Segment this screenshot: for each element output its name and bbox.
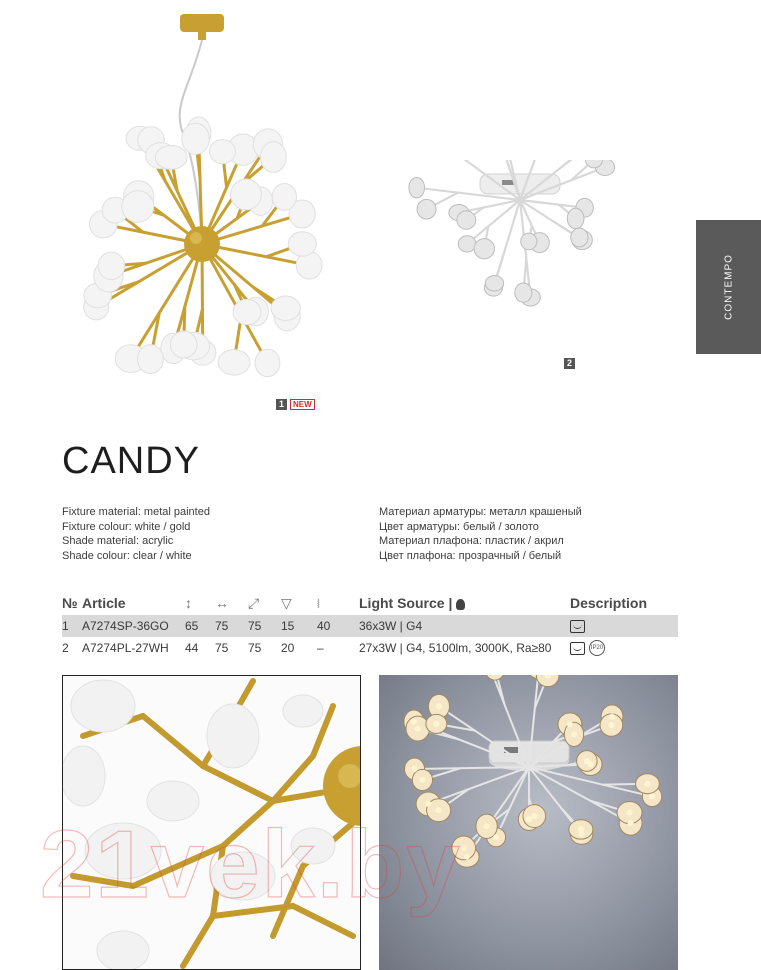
shade-ball: [98, 252, 125, 279]
shade-ball: [567, 208, 584, 228]
watermark: 21vek.by: [40, 811, 462, 918]
shade-ball: [288, 232, 316, 256]
spec-line: Shade colour: clear / white: [62, 549, 192, 562]
row-value: 65: [185, 615, 215, 637]
shade-ball: [155, 145, 187, 169]
pendant-illustration: [40, 8, 370, 398]
section-tab-label: CONTEMPO: [723, 254, 734, 320]
product-table: [62, 591, 678, 659]
dimmable-icon: [570, 642, 585, 655]
width-arrow-icon: ↔: [215, 595, 229, 611]
row-article: A7274SP-36GO: [82, 615, 185, 637]
spec-line: Fixture material: metal painted: [62, 506, 210, 518]
image-number-badge: 1: [276, 399, 287, 410]
row-value: 75: [215, 641, 229, 655]
image-2-label: [564, 353, 575, 371]
shade-ball: [138, 345, 164, 374]
bulb-icon: [456, 599, 465, 610]
dimmable-icon: [570, 620, 585, 633]
ceiling-lamp-illustration: [390, 160, 650, 350]
shade-ball: [458, 236, 476, 252]
header-no: №: [62, 595, 78, 611]
product-image-ceiling: [390, 160, 650, 350]
image-number-badge: 2: [564, 358, 575, 369]
shade-ball: [485, 276, 503, 291]
header-description: Description: [570, 595, 648, 611]
shade-ball: [457, 211, 476, 229]
row-value: 75: [215, 615, 248, 637]
shade-ball: [417, 199, 436, 219]
height-arrow-icon: ↕: [185, 595, 192, 611]
shade-ball: [122, 191, 154, 223]
specs-russian: [379, 505, 582, 563]
row-article: A7274PL-27WH: [82, 641, 169, 655]
header-light-source: Light Source |: [359, 591, 570, 615]
ip-rating-icon: IP20: [589, 640, 605, 656]
shade-ball: [515, 283, 532, 302]
chain-icon: ⧘: [317, 594, 320, 611]
row-value: 75: [248, 615, 281, 637]
row-description: [570, 615, 678, 637]
row-no: 1: [62, 615, 82, 637]
shade-ball: [271, 296, 300, 320]
shade-ball: [485, 675, 506, 680]
shade-ball: [409, 177, 425, 197]
image-1-label: [276, 394, 315, 412]
row-value: 15: [281, 615, 317, 637]
row-value: 44: [185, 641, 199, 655]
row-value: –: [317, 641, 324, 655]
spec-line: Shade material: acrylic: [62, 535, 174, 547]
spec-line: Цвет плафона: прозрачный / белый: [379, 549, 562, 562]
spec-line: Материал арматуры: металл крашеный: [379, 506, 582, 518]
spec-line: Fixture colour: white / gold: [62, 520, 191, 533]
shade-ball: [209, 140, 235, 164]
shade-ball: [255, 349, 280, 377]
header-article: Article: [82, 595, 126, 611]
shade-ball: [571, 228, 588, 247]
row-light-source: 36x3W | G4: [359, 615, 570, 637]
shade-ball: [272, 184, 296, 211]
specs-english: [62, 505, 210, 563]
row-light-source: 27x3W | G4, 5100lm, 3000K, Ra≥80: [359, 641, 552, 655]
table-row: [62, 637, 678, 659]
row-no: 2: [62, 641, 69, 655]
lamp-shade-icon: ▽: [281, 594, 292, 611]
shade-ball: [218, 350, 250, 375]
row-value: 40: [317, 615, 359, 637]
shade-ball: [474, 239, 494, 259]
row-description: [570, 637, 678, 659]
shade-ball: [233, 299, 261, 324]
spec-line: Цвет арматуры: белый / золото: [379, 520, 539, 533]
row-value: 20: [281, 641, 295, 655]
row-value: 75: [248, 641, 262, 655]
product-image-pendant: [40, 8, 370, 398]
shade-ball: [261, 142, 287, 173]
spec-line: Материал плафона: пластик / акрил: [379, 535, 564, 547]
shade-ball: [521, 233, 537, 250]
new-badge: NEW: [290, 399, 315, 410]
diagonal-arrow-icon: ⤢: [248, 594, 260, 611]
shade-ball: [182, 123, 210, 154]
shade-ball: [231, 179, 262, 210]
table-row: [62, 615, 678, 637]
product-title: CANDY: [62, 440, 201, 482]
section-tab: [696, 220, 761, 354]
table-header-row: [62, 591, 678, 615]
shade-ball: [170, 331, 197, 358]
